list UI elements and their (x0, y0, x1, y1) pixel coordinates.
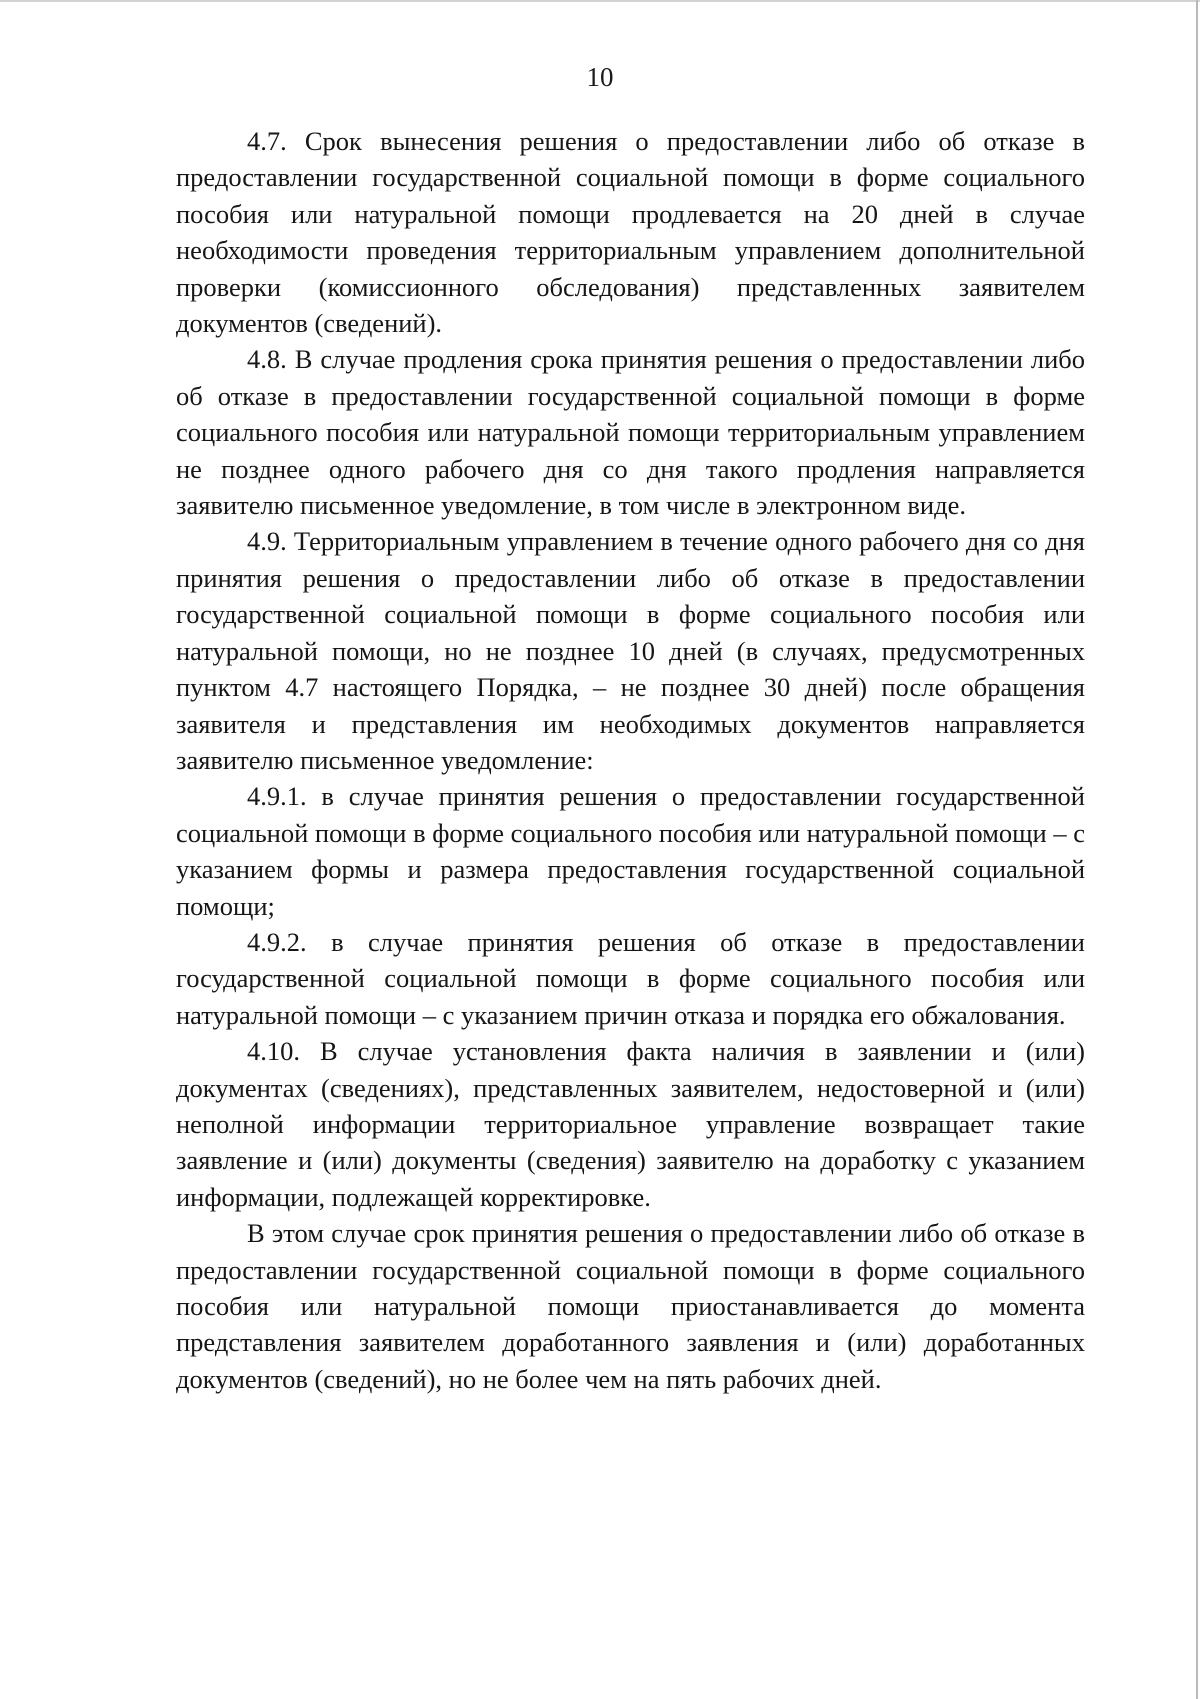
paragraph-4-10-continuation: В этом случае срок принятия решения о предоставлении либо об отказе в предоставлении государственной социальной помощи в форме социального пособия или натуральной помощи приостанавливается до момента представления заявителем доработанного заявления и (или) доработанных документов (сведений), но не более чем на пять рабочих дней. (176, 1218, 1085, 1394)
paragraph-4-10: 4.10. В случае установления факта наличия в заявлении и (или) документах (сведениях), представленных заявителем, недостоверной и (или) неполной информации территориальное управление возвращает такие заявление и (или) документы (сведения) заявителю на доработку с указанием информации, подлежащей корректировке. (176, 1036, 1085, 1212)
paragraph-4-8: 4.8. В случае продления срока принятия решения о предоставлении либо об отказе в предоставлении государственной социальной помощи в форме социального пособия или натуральной помощи территориальным управлением не позднее одного рабочего дня со дня такого продления направляется заявителю письменное уведомление, в том числе в электронном виде. (176, 344, 1085, 521)
paragraph-4-9: 4.9. Территориальным управлением в течение одного рабочего дня со дня принятия решения о предоставлении либо об отказе в предоставлении государственной социальной помощи в форме социального пособия или натуральной помощи, но не позднее 10 дней (в случаях, предусмотренных пунктом 4.7 настоящего Порядка, – не позднее 30 дней) после обращения заявителя и представления им необходимых документов направляется заявителю письменное уведомление: (176, 526, 1085, 775)
paragraph-4-9-1: 4.9.1. в случае принятия решения о предоставлении государственной социальной помощи в форме социального пособия или натуральной помощи – с указанием формы и размера предоставления государственной социальной помощи; (176, 781, 1085, 921)
paragraph-4-9-2: 4.9.2. в случае принятия решения об отказе в предоставлении государственной социальной помощи в форме социального пособия или натуральной помощи – с указанием причин отказа и порядка его обжалования. (176, 926, 1085, 1030)
scan-top-edge (0, 0, 1200, 2)
document-body (176, 123, 1085, 1397)
paragraph-4-7: 4.7. Срок вынесения решения о предоставлении либо об отказе в предоставлении государственной социальной помощи в форме социального пособия или натуральной помощи продлевается на 20 дней в случае необходимости проведения территориальным управлением дополнительной проверки (комиссионного обследования) представленных заявителем документов (сведений). (176, 126, 1085, 339)
page-number: 10 (586, 62, 614, 92)
scan-right-edge (1196, 0, 1198, 1699)
